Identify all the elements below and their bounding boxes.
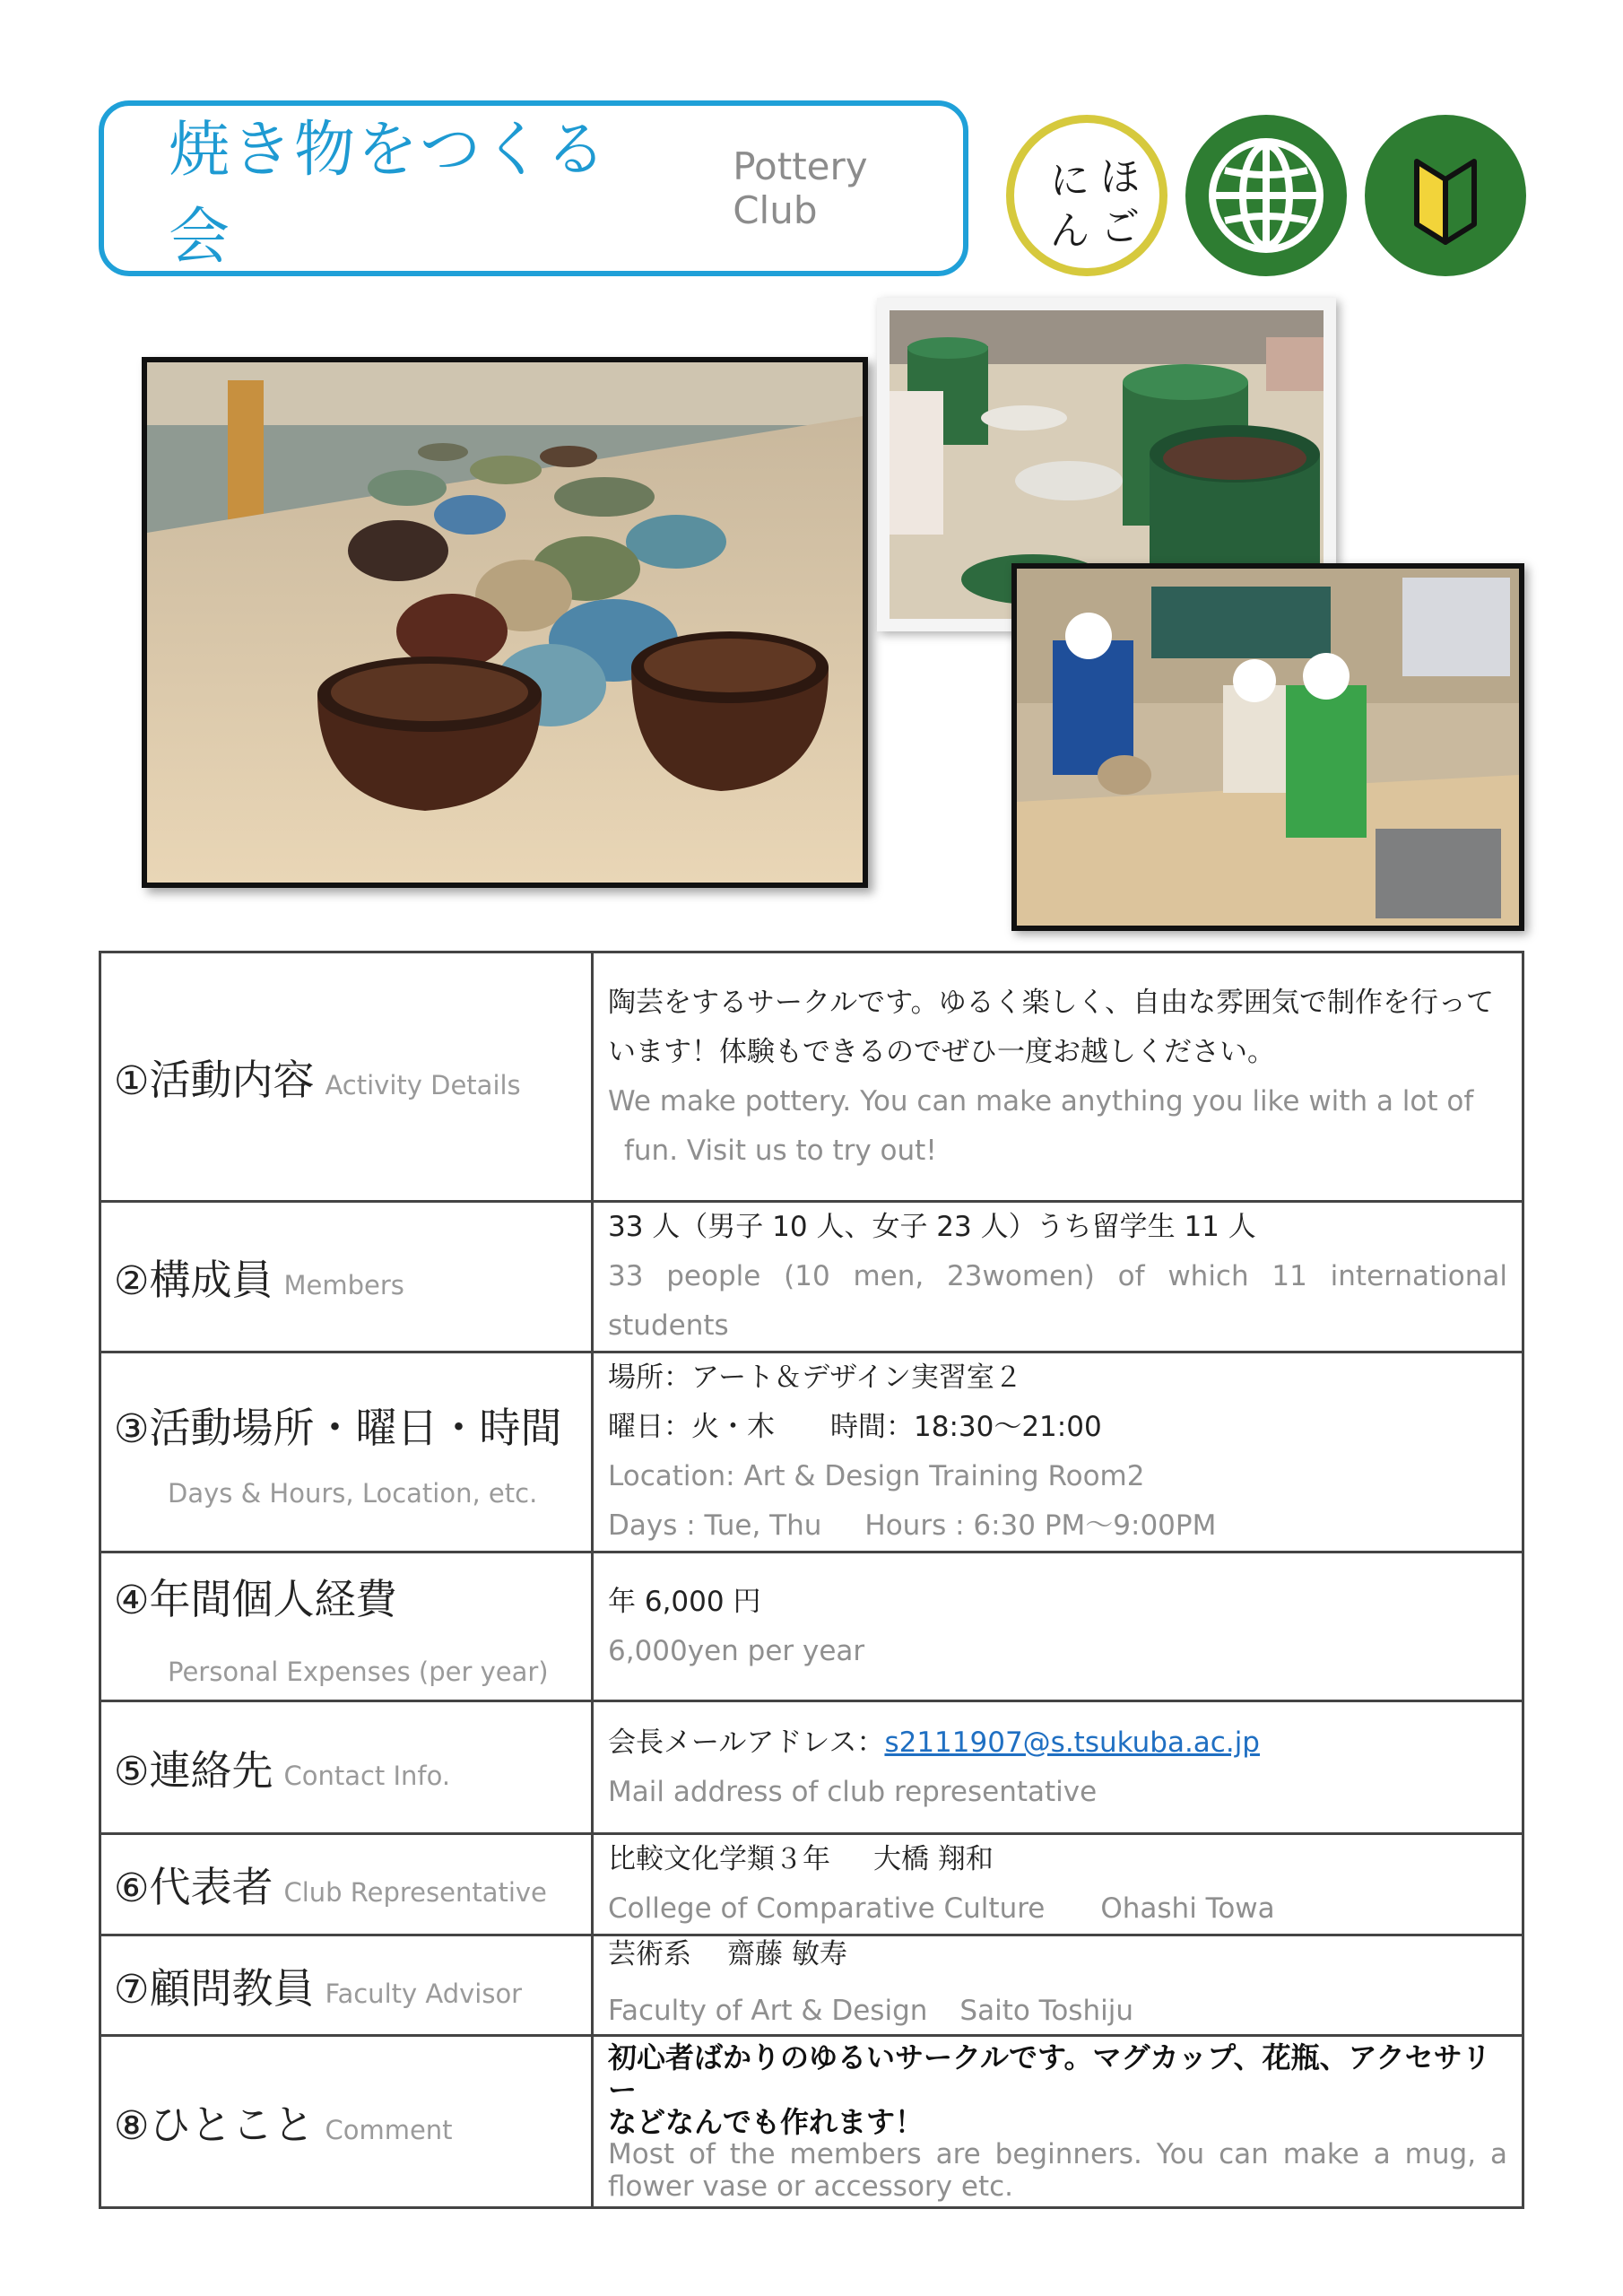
club-title-jp: 焼き物をつくる会 [169,115,609,273]
faculty-jp: 芸術系 [608,1938,691,1970]
label-jp: 活動場所・曜日・時間 [149,1404,562,1452]
table-row-contact [100,1701,1523,1834]
label-cell [100,1701,593,1834]
days-en: Days : Tue, Thu [608,1509,822,1542]
label-en: Days & Hours, Location, etc. [168,1478,538,1509]
nihongo-char: ん [1050,208,1089,254]
nihongo-char: ほ [1100,154,1140,200]
contact-en: Mail address of club representative [608,1775,1098,1808]
row-number: ⑦ [114,1966,150,2013]
label-cell [100,952,593,1202]
row-number: ⑤ [114,1748,150,1795]
days-jp: 曜日：火・木 [608,1411,775,1443]
label-en: Comment [325,2114,453,2145]
label-jp: ひとこと [149,2100,315,2149]
table-row-activity [100,952,1523,1202]
activity-jp-line: います！体験もできるのでぜひ一度お越しください。 [608,1035,1275,1068]
activity-en-line: fun. Visit us to try out! [624,1134,937,1167]
label-en: Personal Expenses (per year) [168,1656,549,1687]
label-cell [100,1352,593,1552]
content-cell [593,1202,1523,1352]
table-row-location [100,1352,1523,1552]
label-en: Contact Info. [283,1760,451,1791]
content-cell [593,1701,1523,1834]
label-jp: 構成員 [149,1255,273,1304]
row-number: ⑧ [114,2102,150,2149]
content-cell [593,1552,1523,1701]
club-info-table [99,951,1524,2209]
row-number: ④ [114,1577,150,1623]
content-cell [593,1935,1523,2036]
name-en: Ohashi Towa [1100,1892,1275,1925]
content-cell [593,1352,1523,1552]
hours-jp: 時間：18:30～21:00 [830,1411,1102,1443]
email-prefix: 会長メールアドレス： [608,1726,885,1759]
members-en-line: students [608,1309,729,1342]
club-title-en: Pottery Club [733,144,868,232]
college-en: College of Comparative Culture [608,1892,1046,1925]
row-number: ③ [114,1406,150,1452]
comment-jp-line: などなんでも作れます！ [608,2104,924,2139]
activity-en-line: We make pottery. You can make anything you like with a lot of [608,1084,1474,1118]
comment-en-line: Most of the members are beginners. You can make a mug, a [608,2137,1507,2170]
representative-email-link[interactable]: s2111907@s.tsukuba.ac.jp [884,1726,1260,1759]
place-jp: 場所：アート＆デザイン実習室２ [608,1361,1022,1394]
members-jp-line: 33 人（男子 10 人、女子 23 人）うち留学生 11 人 [608,1211,1256,1243]
members-en-line: 33 people (10 men, 23women) of which 11 international [608,1260,1507,1292]
beginner-mark-icon [1365,115,1526,276]
table-row-expenses [100,1552,1523,1701]
label-cell [100,1834,593,1935]
label-jp: 代表者 [149,1863,273,1911]
content-cell [593,952,1523,1202]
advisor-name-en: Saito Toshiju [959,1995,1133,2027]
label-en: Club Representative [283,1877,547,1908]
table-row-advisor [100,1935,1523,2036]
expenses-en: 6,000yen per year [608,1634,865,1667]
nihongo-char: に [1050,158,1089,204]
label-cell [100,1552,593,1701]
title-box [99,100,968,276]
activity-jp-line: 陶芸をするサークルです。ゆるく楽しく、自由な雰囲気で制作を行って [608,986,1494,1019]
table-row-representative [100,1834,1523,1935]
comment-jp-line: 初心者ばかりのゆるいサークルです。マグカップ、花瓶、アクセサリー [608,2039,1491,2107]
label-jp: 連絡先 [149,1745,273,1795]
table-row-members [100,1202,1523,1352]
label-cell [100,1935,593,2036]
label-cell [100,1202,593,1352]
label-en: Activity Details [325,1069,521,1100]
advisor-name-jp: 齋藤 敏寿 [727,1938,847,1970]
expenses-jp: 年 6,000 円 [608,1585,761,1618]
label-en: Faculty Advisor [325,1978,523,2009]
members-working-photo [1011,563,1524,931]
row-number: ⑥ [114,1866,150,1911]
label-cell [100,2036,593,2208]
label-en: Members [283,1269,404,1300]
comment-en-line: flower vase or accessory etc. [608,2170,1013,2203]
hours-en: Hours : 6:30 PM～9:00PM [864,1509,1217,1542]
nihongo-badge-icon [1006,115,1167,276]
row-number: ① [114,1057,150,1104]
content-cell [593,2036,1523,2208]
nihongo-char: ご [1100,204,1140,250]
row-number: ② [114,1257,150,1304]
college-jp: 比較文化学類３年 [608,1843,830,1875]
name-jp: 大橋 翔和 [873,1843,994,1875]
content-cell [593,1834,1523,1935]
label-jp: 活動内容 [149,1055,315,1104]
table-row-comment [100,2036,1523,2208]
pottery-bowls-photo [142,357,868,888]
label-jp: 年間個人経費 [149,1574,397,1623]
place-en: Location: Art & Design Training Room2 [608,1460,1145,1492]
globe-icon [1185,115,1347,276]
faculty-en: Faculty of Art & Design [608,1995,928,2027]
label-jp: 顧問教員 [149,1963,315,2013]
